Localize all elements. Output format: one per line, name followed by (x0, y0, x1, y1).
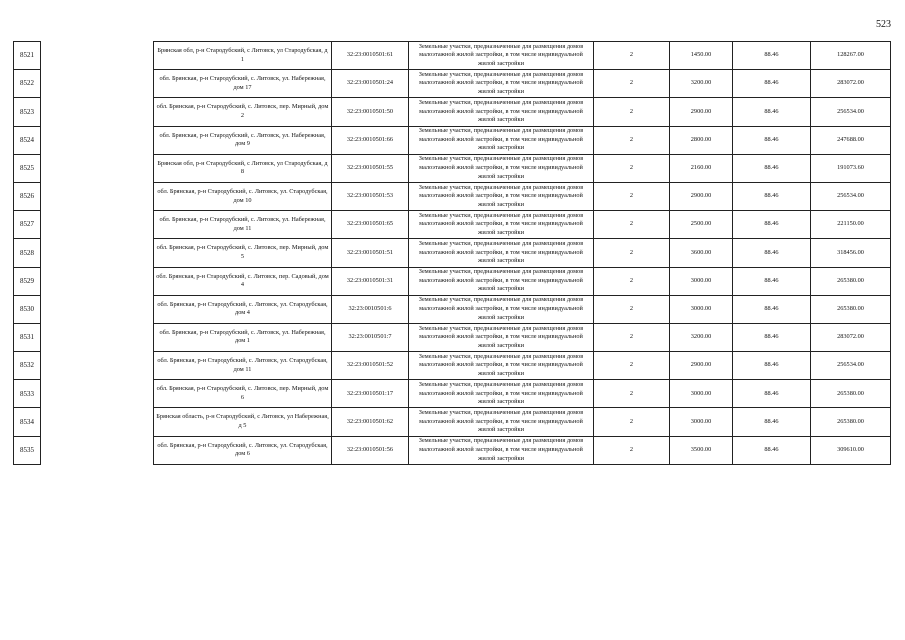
rate-cell: 88.46 (733, 267, 811, 295)
cadastral-value-cell: 221150.00 (811, 211, 891, 239)
area-cell: 3000.00 (670, 295, 733, 323)
row-number-cell: 8527 (14, 211, 41, 239)
table-row (14, 352, 891, 380)
land-use-cell: Земельные участки, предназначенные для размещения домов малоэтажной жилой застройки, в том числе индивидуальной жилой застройки (409, 70, 594, 98)
spacer-cell (41, 154, 154, 182)
row-number-cell: 8533 (14, 380, 41, 408)
rate-cell: 88.46 (733, 436, 811, 464)
row-number-cell: 8528 (14, 239, 41, 267)
table-row (14, 239, 891, 267)
rate-cell: 88.46 (733, 352, 811, 380)
land-use-cell: Земельные участки, предназначенные для размещения домов малоэтажной жилой застройки, в том числе индивидуальной жилой застройки (409, 239, 594, 267)
row-number-cell: 8525 (14, 154, 41, 182)
cadastral-value-cell: 265380.00 (811, 408, 891, 436)
group-cell: 2 (594, 126, 670, 154)
cadastral-value-cell: 265380.00 (811, 267, 891, 295)
table-row (14, 126, 891, 154)
spacer-cell (41, 70, 154, 98)
land-use-cell: Земельные участки, предназначенные для размещения домов малоэтажной жилой застройки, в том числе индивидуальной жилой застройки (409, 380, 594, 408)
cadastral-number-cell: 32:23:0010501:6 (332, 295, 409, 323)
spacer-cell (41, 295, 154, 323)
group-cell: 2 (594, 352, 670, 380)
spacer-cell (41, 126, 154, 154)
land-use-cell: Земельные участки, предназначенные для размещения домов малоэтажной жилой застройки, в том числе индивидуальной жилой застройки (409, 352, 594, 380)
cadastral-value-cell: 256534.00 (811, 182, 891, 210)
cadastral-value-cell: 283072.00 (811, 70, 891, 98)
cadastral-value-cell: 265380.00 (811, 380, 891, 408)
rate-cell: 88.46 (733, 70, 811, 98)
area-cell: 3600.00 (670, 239, 733, 267)
cadastral-number-cell: 32:23:0010501:52 (332, 352, 409, 380)
area-cell: 2900.00 (670, 182, 733, 210)
row-number-cell: 8529 (14, 267, 41, 295)
spacer-cell (41, 239, 154, 267)
rate-cell: 88.46 (733, 126, 811, 154)
cadastral-number-cell: 32:23:0010501:51 (332, 239, 409, 267)
row-number-cell: 8522 (14, 70, 41, 98)
cadastral-value-cell: 283072.00 (811, 323, 891, 351)
area-cell: 1450.00 (670, 42, 733, 70)
page-number: 523 (876, 19, 891, 30)
table-row (14, 98, 891, 126)
rate-cell: 88.46 (733, 154, 811, 182)
cadastral-value-cell: 247688.00 (811, 126, 891, 154)
address-cell: обл. Брянская, р-н Стародубский, с. Литовск, ул. Набережная, дом 9 (154, 126, 332, 154)
land-use-cell: Земельные участки, предназначенные для размещения домов малоэтажной жилой застройки, в том числе индивидуальной жилой застройки (409, 42, 594, 70)
group-cell: 2 (594, 239, 670, 267)
land-use-cell: Земельные участки, предназначенные для размещения домов малоэтажной жилой застройки, в том числе индивидуальной жилой застройки (409, 182, 594, 210)
cadastral-value-cell: 191073.60 (811, 154, 891, 182)
group-cell: 2 (594, 380, 670, 408)
land-use-cell: Земельные участки, предназначенные для размещения домов малоэтажной жилой застройки, в том числе индивидуальной жилой застройки (409, 408, 594, 436)
cadastral-number-cell: 32:23:0010501:50 (332, 98, 409, 126)
table-body (14, 42, 891, 465)
land-use-cell: Земельные участки, предназначенные для размещения домов малоэтажной жилой застройки, в том числе индивидуальной жилой застройки (409, 211, 594, 239)
cadastral-number-cell: 32:23:0010501:31 (332, 267, 409, 295)
area-cell: 3000.00 (670, 380, 733, 408)
address-cell: обл. Брянская, р-н Стародубский, с. Литовск, ул. Набережная, дом 1 (154, 323, 332, 351)
table-row (14, 295, 891, 323)
cadastral-value-cell: 128267.00 (811, 42, 891, 70)
group-cell: 2 (594, 182, 670, 210)
address-cell: обл. Брянская, р-н Стародубский, с. Литовск, ул. Стародубская, дом 11 (154, 352, 332, 380)
area-cell: 2160.00 (670, 154, 733, 182)
table-row (14, 70, 891, 98)
address-cell: обл. Брянская, р-н Стародубский, с. Литовск, ул. Стародубская, дом 6 (154, 436, 332, 464)
address-cell: обл. Брянская, р-н Стародубский, с. Литовск, ул. Набережная, дом 17 (154, 70, 332, 98)
cadastral-number-cell: 32:23:0010501:61 (332, 42, 409, 70)
address-cell: Брянская область, р-н Стародубский, с Литовск, ул Набережная, д 5 (154, 408, 332, 436)
row-number-cell: 8524 (14, 126, 41, 154)
area-cell: 3500.00 (670, 436, 733, 464)
row-number-cell: 8531 (14, 323, 41, 351)
rate-cell: 88.46 (733, 408, 811, 436)
rate-cell: 88.46 (733, 239, 811, 267)
spacer-cell (41, 182, 154, 210)
row-number-cell: 8532 (14, 352, 41, 380)
address-cell: обл. Брянская, р-н Стародубский, с. Литовск, ул. Стародубская, дом 4 (154, 295, 332, 323)
table-row (14, 436, 891, 464)
row-number-cell: 8523 (14, 98, 41, 126)
cadastral-number-cell: 32:23:0010501:17 (332, 380, 409, 408)
cadastral-number-cell: 32:23:0010501:7 (332, 323, 409, 351)
cadastral-number-cell: 32:23:0010501:53 (332, 182, 409, 210)
cadastral-value-cell: 309610.00 (811, 436, 891, 464)
spacer-cell (41, 211, 154, 239)
rate-cell: 88.46 (733, 380, 811, 408)
table-row (14, 182, 891, 210)
table-row (14, 267, 891, 295)
rate-cell: 88.46 (733, 211, 811, 239)
table-row (14, 154, 891, 182)
group-cell: 2 (594, 323, 670, 351)
cadastral-number-cell: 32:23:0010501:65 (332, 211, 409, 239)
spacer-cell (41, 267, 154, 295)
group-cell: 2 (594, 70, 670, 98)
spacer-cell (41, 352, 154, 380)
area-cell: 2900.00 (670, 98, 733, 126)
address-cell: обл. Брянская, р-н Стародубский, с. Литовск, пер. Мирный, дом 2 (154, 98, 332, 126)
area-cell: 2900.00 (670, 352, 733, 380)
rate-cell: 88.46 (733, 323, 811, 351)
group-cell: 2 (594, 295, 670, 323)
cadastral-number-cell: 32:23:0010501:55 (332, 154, 409, 182)
address-cell: Брянская обл, р-н Стародубский, с Литовск, ул Стародубская, д 8 (154, 154, 332, 182)
group-cell: 2 (594, 211, 670, 239)
area-cell: 3200.00 (670, 323, 733, 351)
spacer-cell (41, 98, 154, 126)
rate-cell: 88.46 (733, 295, 811, 323)
land-use-cell: Земельные участки, предназначенные для размещения домов малоэтажной жилой застройки, в том числе индивидуальной жилой застройки (409, 295, 594, 323)
address-cell: Брянская обл, р-н Стародубский, с Литовск, ул Стародубская, д 1 (154, 42, 332, 70)
group-cell: 2 (594, 42, 670, 70)
area-cell: 3000.00 (670, 267, 733, 295)
row-number-cell: 8526 (14, 182, 41, 210)
group-cell: 2 (594, 267, 670, 295)
rate-cell: 88.46 (733, 182, 811, 210)
row-number-cell: 8521 (14, 42, 41, 70)
rate-cell: 88.46 (733, 98, 811, 126)
group-cell: 2 (594, 436, 670, 464)
address-cell: обл. Брянская, р-н Стародубский, с. Литовск, пер. Садовый, дом 4 (154, 267, 332, 295)
cadastral-value-cell: 256534.00 (811, 98, 891, 126)
cadastral-number-cell: 32:23:0010501:24 (332, 70, 409, 98)
group-cell: 2 (594, 154, 670, 182)
table-row (14, 380, 891, 408)
spacer-cell (41, 436, 154, 464)
address-cell: обл. Брянская, р-н Стародубский, с. Литовск, пер. Мирный, дом 6 (154, 380, 332, 408)
land-use-cell: Земельные участки, предназначенные для размещения домов малоэтажной жилой застройки, в том числе индивидуальной жилой застройки (409, 323, 594, 351)
row-number-cell: 8534 (14, 408, 41, 436)
area-cell: 2500.00 (670, 211, 733, 239)
cadastral-number-cell: 32:23:0010501:62 (332, 408, 409, 436)
land-use-cell: Земельные участки, предназначенные для размещения домов малоэтажной жилой застройки, в том числе индивидуальной жилой застройки (409, 98, 594, 126)
table-row (14, 323, 891, 351)
row-number-cell: 8535 (14, 436, 41, 464)
land-use-cell: Земельные участки, предназначенные для размещения домов малоэтажной жилой застройки, в том числе индивидуальной жилой застройки (409, 154, 594, 182)
table-row (14, 211, 891, 239)
address-cell: обл. Брянская, р-н Стародубский, с. Литовск, пер. Мирный, дом 5 (154, 239, 332, 267)
address-cell: обл. Брянская, р-н Стародубский, с. Литовск, ул. Набережная, дом 11 (154, 211, 332, 239)
cadastral-value-cell: 318456.00 (811, 239, 891, 267)
cadastral-number-cell: 32:23:0010501:56 (332, 436, 409, 464)
area-cell: 3200.00 (670, 70, 733, 98)
group-cell: 2 (594, 98, 670, 126)
table-row (14, 42, 891, 70)
area-cell: 2800.00 (670, 126, 733, 154)
cadastral-value-cell: 256534.00 (811, 352, 891, 380)
area-cell: 3000.00 (670, 408, 733, 436)
land-use-cell: Земельные участки, предназначенные для размещения домов малоэтажной жилой застройки, в том числе индивидуальной жилой застройки (409, 126, 594, 154)
spacer-cell (41, 380, 154, 408)
cadastral-number-cell: 32:23:0010501:66 (332, 126, 409, 154)
spacer-cell (41, 42, 154, 70)
address-cell: обл. Брянская, р-н Стародубский, с. Литовск, ул. Стародубская, дом 10 (154, 182, 332, 210)
land-use-cell: Земельные участки, предназначенные для размещения домов малоэтажной жилой застройки, в том числе индивидуальной жилой застройки (409, 267, 594, 295)
row-number-cell: 8530 (14, 295, 41, 323)
rate-cell: 88.46 (733, 42, 811, 70)
land-use-cell: Земельные участки, предназначенные для размещения домов малоэтажной жилой застройки, в том числе индивидуальной жилой застройки (409, 436, 594, 464)
land-register-table (13, 41, 891, 465)
spacer-cell (41, 408, 154, 436)
cadastral-value-cell: 265380.00 (811, 295, 891, 323)
spacer-cell (41, 323, 154, 351)
table-row (14, 408, 891, 436)
group-cell: 2 (594, 408, 670, 436)
